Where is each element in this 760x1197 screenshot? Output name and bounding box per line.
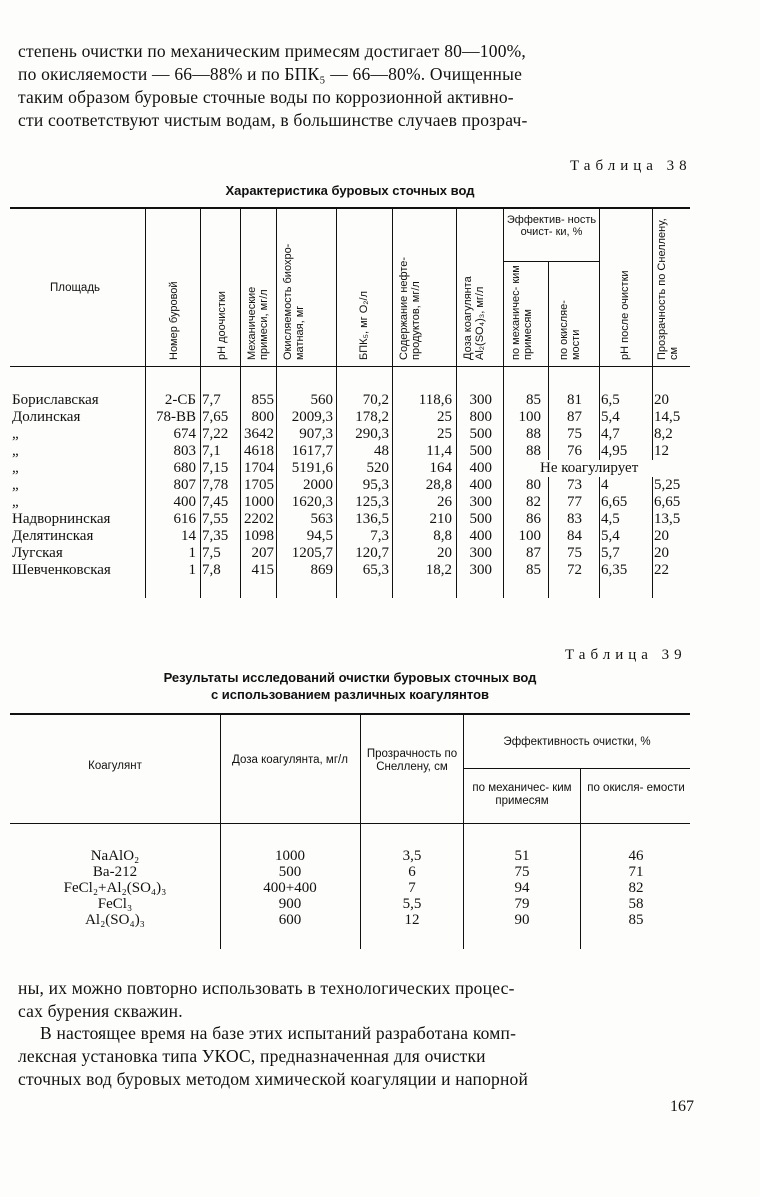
cell-bpk: 178,2 — [355, 409, 389, 425]
table-39-group-rule — [463, 768, 690, 769]
cell-ph2: 5,4 — [601, 528, 620, 544]
t39-header-dose: Доза коагулянта, мг/л — [232, 754, 348, 766]
cell-e1: 86 — [526, 511, 541, 527]
header-eff-group: Эффектив- ность очист- ки, % — [506, 214, 597, 238]
table-38-top-rule — [10, 207, 690, 209]
table-row — [0, 443, 700, 460]
cell-dose: 300 — [469, 494, 492, 510]
cell-e2: 85 — [628, 912, 644, 928]
cell-coag: NaAlO₂ — [90, 848, 140, 864]
cell-e2: 58 — [628, 896, 644, 912]
cell-tr: 14,5 — [654, 409, 681, 425]
table-row — [0, 409, 700, 426]
cell-e2: 77 — [567, 494, 582, 510]
cell-bpk: 125,3 — [355, 494, 389, 510]
cell-tr: 12 — [404, 912, 420, 928]
cell-bpk: 520 — [366, 460, 389, 476]
table-row — [0, 562, 700, 579]
cell-bpk: 136,5 — [355, 511, 389, 527]
t39-header-eff-group: Эффективность очистки, % — [503, 736, 651, 748]
cell-dose: 300 — [469, 545, 492, 561]
cell-mech: 207 — [251, 545, 274, 561]
cell-oil: 18,2 — [425, 562, 452, 578]
cell-tr: 6,65 — [654, 494, 681, 510]
cell-e1: 51 — [514, 848, 530, 864]
cell-oxid: 869 — [310, 562, 333, 578]
cell-area: „ — [12, 426, 19, 442]
cell-well: 2-СБ — [164, 392, 196, 408]
cell-ph: 7,7 — [202, 392, 221, 408]
header-mech: Механические примеси, мг/л — [246, 286, 270, 360]
cell-tr: 5,5 — [402, 896, 422, 912]
cell-area: „ — [12, 477, 19, 493]
cell-oxid: 2009,3 — [291, 409, 333, 425]
cell-coag: Al₂(SO₄)₃ — [85, 912, 145, 928]
t39-header-eff-oxid: по окисля- емости — [587, 782, 685, 794]
cell-oil: 11,4 — [426, 443, 452, 459]
cell-ph2: 6,65 — [601, 494, 628, 510]
text-line: лексная установка типа УКОС, предназначенная для очистки — [18, 1046, 486, 1066]
cell-oxid: 5191,6 — [291, 460, 333, 476]
cell-e1: 82 — [526, 494, 541, 510]
cell-bpk: 65,3 — [362, 562, 389, 578]
text-line: В настоящее время на базе этих испытаний разработана комп- — [40, 1023, 517, 1043]
cell-oxid: 94,5 — [306, 528, 333, 544]
cell-well: 674 — [173, 426, 196, 442]
text-line: степень очистки по механическим примесям достигает 80—100%, — [18, 41, 526, 61]
header-ph-before: pH доочистки — [216, 291, 228, 360]
cell-oxid: 2000 — [303, 477, 333, 493]
table-row — [0, 460, 700, 477]
cell-ph2: 6,5 — [601, 392, 620, 408]
cell-tr: 20 — [654, 545, 669, 561]
cell-oil: 25 — [437, 409, 452, 425]
cell-area: Лугская — [12, 545, 63, 561]
cell-e2: 76 — [567, 443, 582, 459]
cell-coag: FeCl₃ — [97, 896, 133, 912]
cell-mech: 1000 — [244, 494, 274, 510]
cell-dose: 400 — [469, 477, 492, 493]
cell-dose: 300 — [469, 392, 492, 408]
cell-mech: 2202 — [244, 511, 274, 527]
cell-mech: 1705 — [244, 477, 274, 493]
cell-area: Бориславская — [12, 392, 99, 408]
cell-mech: 800 — [251, 409, 274, 425]
cell-mech: 1098 — [244, 528, 274, 544]
cell-dose: 400 — [469, 528, 492, 544]
cell-area: Надворнинская — [12, 511, 111, 527]
text-line: по окисляемости — 66—88% и по БПК₅ — 66—80%. Очищенные — [18, 64, 523, 84]
cell-bpk: 95,3 — [362, 477, 389, 493]
cell-e2: 82 — [628, 880, 644, 896]
text-line: сти соответствуют чистым водам, в большинстве случаев прозрач- — [18, 110, 528, 130]
cell-dose: 400 — [469, 460, 492, 476]
cell-e1: 100 — [518, 528, 541, 544]
page-number: 167 — [670, 1098, 694, 1115]
cell-e2: 72 — [567, 562, 582, 578]
cell-oil: 25 — [437, 426, 452, 442]
cell-mech: 1704 — [244, 460, 274, 476]
top-paragraph — [18, 40, 694, 132]
cell-tr: 20 — [654, 528, 669, 544]
cell-oxid: 560 — [310, 392, 333, 408]
cell-well: 14 — [181, 528, 196, 544]
cell-dose: 500 — [469, 511, 492, 527]
t39-header-transparency: Прозрачность по Снеллену, см — [366, 748, 458, 773]
cell-e1: 88 — [526, 426, 541, 442]
cell-bpk: 290,3 — [355, 426, 389, 442]
cell-tr: 6 — [408, 864, 416, 880]
cell-e2: 84 — [567, 528, 582, 544]
cell-ph: 7,1 — [202, 443, 221, 459]
cell-bpk: 70,2 — [362, 392, 389, 408]
cell-ph: 7,55 — [202, 511, 229, 527]
cell-dose: 600 — [278, 912, 302, 928]
table-row — [0, 545, 700, 562]
cell-oxid: 1205,7 — [291, 545, 333, 561]
cell-area: Делятинская — [12, 528, 94, 544]
text-line: сточных вод буровых методом химической коагуляции и напорной — [18, 1069, 529, 1089]
cell-dose: 800 — [469, 409, 492, 425]
cell-bpk: 48 — [374, 443, 389, 459]
table-row — [0, 528, 700, 545]
cell-ph2: 6,35 — [601, 562, 628, 578]
table-39-label: Таблица 39 — [565, 647, 687, 663]
cell-e1: 85 — [526, 562, 541, 578]
cell-area: „ — [12, 494, 19, 510]
header-ph-after: pH после очистки — [619, 270, 631, 360]
cell-ph: 7,5 — [202, 545, 221, 561]
header-area: Площадь — [49, 282, 101, 294]
cell-area: Шевченковская — [12, 562, 111, 578]
cell-e2: 46 — [628, 848, 644, 864]
cell-dose: 500 — [469, 443, 492, 459]
table-38-title: Характеристика буровых сточных вод — [225, 183, 475, 198]
cell-ph: 7,78 — [202, 477, 229, 493]
cell-oxid: 1620,3 — [291, 494, 333, 510]
cell-oxid: 1617,7 — [291, 443, 333, 459]
header-transparency: Прозрачность по Снеллену, см — [656, 218, 680, 360]
cell-tr: 20 — [654, 392, 669, 408]
cell-e2: 83 — [567, 511, 582, 527]
cell-well: 803 — [173, 443, 196, 459]
cell-well: 1 — [188, 562, 196, 578]
table-row — [0, 896, 700, 913]
table-38-group-rule — [503, 261, 599, 262]
cell-dose: 1000 — [275, 848, 305, 864]
cell-e1: 85 — [526, 392, 541, 408]
cell-oil: 20 — [437, 545, 452, 561]
cell-e2: 87 — [567, 409, 582, 425]
cell-tr: 12 — [654, 443, 669, 459]
bottom-paragraph-2 — [18, 1022, 694, 1091]
cell-oil: 8,8 — [433, 528, 452, 544]
cell-ph: 7,22 — [202, 426, 229, 442]
cell-ph2: 5,7 — [601, 545, 620, 561]
cell-coag: Ba-212 — [92, 864, 138, 880]
table-row — [0, 848, 700, 865]
cell-e1: 90 — [514, 912, 530, 928]
header-eff-oxid: по окисляе- мости — [558, 300, 582, 360]
cell-ph: 7,45 — [202, 494, 229, 510]
table-row — [0, 511, 700, 528]
header-dose: Доза коагулянта Al₂(SO₄)₃, мг/л — [462, 276, 486, 360]
cell-tr: 5,25 — [654, 477, 681, 493]
cell-oil: 118,6 — [418, 392, 452, 408]
cell-ph2: 4,7 — [601, 426, 620, 442]
header-oxid: Окисляемость биохро- матная, мг — [282, 243, 306, 360]
cell-e2: 73 — [567, 477, 582, 493]
cell-well: 616 — [173, 511, 196, 527]
cell-dose: 500 — [278, 864, 302, 880]
cell-ph: 7,8 — [202, 562, 221, 578]
table-39-title-line2: с использованием различных коагулянтов — [210, 687, 490, 702]
text-line: сах бурения скважин. — [18, 1001, 183, 1021]
table-row — [0, 392, 700, 409]
header-bpk: БПК₅, мг О₂/л — [358, 290, 370, 360]
cell-area: Долинская — [12, 409, 81, 425]
table-row — [0, 912, 700, 929]
cell-mech: 3642 — [244, 426, 274, 442]
header-oil: Содержание нефте- продуктов, мг/л — [398, 256, 422, 360]
table-39-title-line1: Результаты исследований очистки буровых сточных вод — [163, 670, 537, 685]
cell-e2: 75 — [567, 545, 582, 561]
cell-tr: 13,5 — [654, 511, 681, 527]
t39-header-coag: Коагулянт — [88, 760, 142, 772]
cell-ph2: 4 — [601, 477, 609, 493]
cell-dose: 500 — [469, 426, 492, 442]
cell-ph: 7,15 — [202, 460, 229, 476]
bottom-paragraph — [18, 977, 694, 1023]
cell-oil: 210 — [429, 511, 452, 527]
cell-ph: 7,65 — [202, 409, 229, 425]
cell-ph2: 4,95 — [601, 443, 628, 459]
cell-e1: 80 — [526, 477, 541, 493]
table-39-top-rule — [10, 713, 690, 715]
cell-e2: 75 — [567, 426, 582, 442]
cell-well: 78-ВВ — [155, 409, 196, 425]
table-38-header-rule — [10, 366, 690, 367]
cell-ph2: 5,4 — [601, 409, 620, 425]
cell-oil: 26 — [437, 494, 452, 510]
cell-e2: 81 — [567, 392, 582, 408]
table-38-label: Таблица 38 — [570, 158, 692, 174]
table-row — [0, 880, 700, 897]
cell-dose: 400+400 — [263, 880, 317, 896]
cell-e1: 94 — [514, 880, 530, 896]
cell-e1: 79 — [514, 896, 530, 912]
cell-mech: 855 — [251, 392, 274, 408]
cell-oxid: 907,3 — [299, 426, 333, 442]
cell-e1: 100 — [518, 409, 541, 425]
cell-oil: 164 — [429, 460, 452, 476]
cell-tr: 22 — [654, 562, 669, 578]
cell-e1: 88 — [526, 443, 541, 459]
cell-e2: 71 — [628, 864, 644, 880]
cell-not-coagulated: Не коагулирует — [540, 460, 680, 477]
cell-oxid: 563 — [310, 511, 333, 527]
cell-e1: 87 — [526, 545, 541, 561]
cell-bpk: 120,7 — [355, 545, 389, 561]
cell-well: 1 — [188, 545, 196, 561]
cell-bpk: 7,3 — [370, 528, 389, 544]
cell-well: 400 — [173, 494, 196, 510]
cell-coag: FeCl₂+Al₂(SO₄)₃ — [63, 880, 167, 896]
cell-well: 680 — [173, 460, 196, 476]
cell-e1: 75 — [514, 864, 530, 880]
cell-mech: 4618 — [244, 443, 274, 459]
cell-ph2: 4,5 — [601, 511, 620, 527]
header-eff-mech: по механичес- ким примесям — [510, 265, 534, 360]
cell-dose: 900 — [278, 896, 302, 912]
text-line: ны, их можно повторно использовать в технологических процес- — [18, 978, 515, 998]
table-row — [0, 426, 700, 443]
cell-ph: 7,35 — [202, 528, 229, 544]
table-row — [0, 494, 700, 511]
t39-header-eff-mech: по механичес- ким примесям — [472, 782, 572, 807]
cell-area: „ — [12, 443, 19, 459]
table-row — [0, 864, 700, 881]
cell-well: 807 — [173, 477, 196, 493]
cell-dose: 300 — [469, 562, 492, 578]
cell-tr: 7 — [408, 880, 416, 896]
table-row — [0, 477, 700, 494]
cell-oil: 28,8 — [425, 477, 452, 493]
cell-mech: 415 — [251, 562, 274, 578]
cell-tr: 8,2 — [654, 426, 673, 442]
table-39-header-rule — [10, 823, 690, 824]
cell-tr: 3,5 — [402, 848, 422, 864]
text-line: таким образом буровые сточные воды по коррозионной активно- — [18, 87, 514, 107]
cell-area: „ — [12, 460, 19, 476]
header-well: Номер буровой — [168, 281, 180, 360]
